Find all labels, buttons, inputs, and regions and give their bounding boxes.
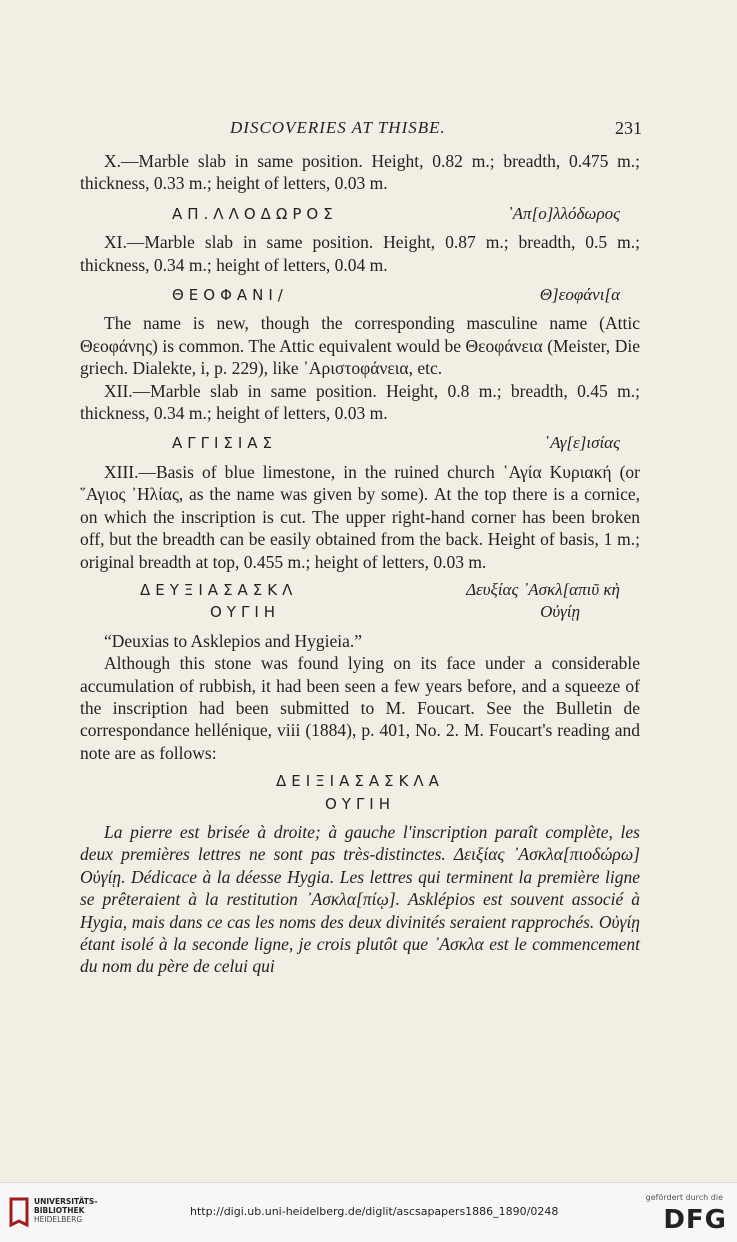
entry-x-description: X.—Marble slab in same position. Height, 0.82 m.; breadth, 0.475 m.; thickness, 0.33 m.; height of letters, 0.03 m. (80, 151, 640, 194)
entry-xi-description: XI.—Marble slab in same position. Height, 0.87 m.; breadth, 0.5 m.; thickness, 0.34 m.; height of letters, 0.04 m. (80, 232, 640, 275)
inscription-xiii-transcription-line2: Οὐγίῃ (540, 602, 580, 622)
digitization-footer (0, 1182, 737, 1242)
entry-xii-description: XII.—Marble slab in same position. Height, 0.8 m.; breadth, 0.45 m.; thickness, 0.34 m.; height of letters, 0.03 m. (80, 380, 640, 424)
translation: “Deuxias to Asklepios and Hygieia.” (104, 630, 363, 651)
inscription-x (80, 203, 640, 225)
although-paragraph: Although this stone was found lying on its face under a considerable accumulation of rubbish, it had been seen a few years before, and a squeeze of the inscription had been submitted to M. Foucart. See the Bulletin de correspondance hellénique, viii (1884), p. 401, No. 2. M. Foucart's reading and note are as follows: (80, 653, 640, 763)
foucart-inscription (80, 770, 640, 815)
inscription-xii-transcription: ῾Αγ[ε]ισίας (544, 433, 620, 453)
entry-xiii-description: XIII.—Basis of blue limestone, in the ruined church ῾Αγία Κυριακή (or ῞Αγιος ᾽Ηλίας, as the name was given by some). At the top there is a cornice, on which the inscription is cut. The upper right-hand corner has been broken off, but the breadth can be easily obtained from the back. Height of basis, 1 m.; original breadth at top, 0.455 m.; height of letters, 0.03 m. (80, 461, 640, 572)
inscription-xi-transcription: Θ]εοφάνι[α (539, 285, 620, 305)
library-logo-icon (8, 1195, 30, 1229)
inscription-x-capitals: ΑΠ.ΛΛΟΔΩΡΟΣ (172, 204, 338, 223)
inscription-xiii-capitals-line1: ΔΕΥΞΙΑΣΑΣΚΛ (140, 580, 298, 599)
name-note: The name is new, though the corresponding masculine name (Attic Θεοφάνης) is common. The Attic equivalent would be Θεοφάνεια (Meister, Die griech. Dialekte, i, p. 229), like ᾽Αριστοφάνεια, etc. (80, 313, 640, 379)
inscription-xii-capitals: ΑΓΓΙΣΙΑΣ (172, 434, 278, 453)
inscription-xi-capitals: ΘΕΟΦΑΝΙ/ (172, 286, 288, 305)
foucart-capitals-line2: ΟΥΓΙΗ (324, 794, 396, 813)
page-number: 231 (615, 118, 642, 138)
inscription-xiii-capitals-line2: ΟΥΓΙΗ (210, 603, 281, 622)
foucart-capitals-line1: ΔΕΙΞΙΑΣΑΣΚΛΑ (276, 772, 444, 791)
running-title: DISCOVERIES AT THISBE. (230, 118, 446, 137)
inscription-xii (80, 432, 640, 454)
library-name: UNIVERSITÄTS- BIBLIOTHEK HEIDELBERG (34, 1197, 98, 1224)
foucart-note: La pierre est brisée à droite; à gauche l'inscription paraît complète, les deux premières lettres ne sont pas très-distinctes. Δειξίας ᾽Ασκλα[πιοδώρω] Οὐγίῃ. Dédicace à la déesse Hygia. Les lettres qui terminent la première ligne se prêteraient à la restitution ᾽Ασκλα[πίῳ]. Asklépios est souvent associé à Hygia, mais dans ce cas les noms des deux divinités seraient rapprochés. Οὐγίῃ étant isolé à la seconde ligne, je crois plutôt que ᾽Ασκλα est le commencement du nom du père de celui qui (80, 821, 640, 977)
source-url-link[interactable]: http://digi.ub.uni-heidelberg.de/diglit/ascsapapers1886_1890/0248 (190, 1205, 559, 1218)
dfg-logo: DFG (663, 1205, 727, 1235)
inscription-xi (80, 284, 640, 306)
inscription-xiii-transcription-line1: Δευξίας ᾽Ασκλ[απιῦ κὴ (466, 579, 620, 599)
funding-label: gefördert durch die (645, 1193, 723, 1202)
inscription-x-transcription: ᾽Απ[ο]λλόδωρος (507, 203, 620, 223)
page-header (80, 118, 642, 144)
inscription-xiii (80, 579, 640, 624)
body-text (80, 150, 640, 978)
